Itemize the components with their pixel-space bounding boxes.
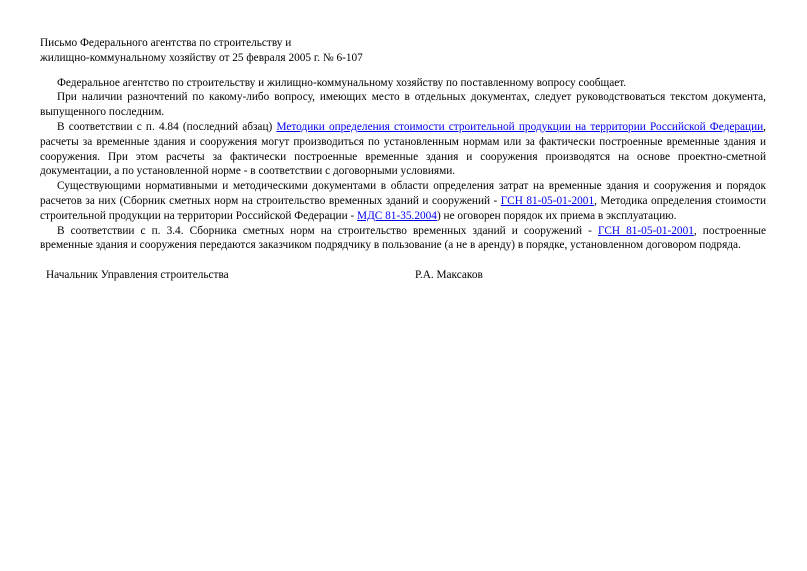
signature-name: Р.А. Максаков: [415, 269, 483, 282]
paragraph-clause-4-84: [40, 120, 766, 179]
paragraph-clause-4-84-text-start: В соответствии с п. 4.84 (последний абзац): [57, 120, 277, 133]
paragraph-clause-4-84-text-end: , расчеты за временные здания и сооружения могут производиться по установленным нормам или за фактически построенные временные здания и сооружения. При этом расчеты за фактически построенные временные здания и сооружения производятся на основе проектно-сметной документации, а по установленной норме - в соответствии с договорными условиями.: [40, 120, 766, 178]
paragraph-discrepancies: При наличии разночтений по какому-либо вопросу, имеющих место в отдельных документах, следует руководствоваться текстом документа, выпущенного последним.: [40, 91, 766, 119]
paragraph-intro: Федеральное агентство по строительству и жилищно-коммунальному хозяйству по поставленному вопросу сообщает.: [57, 76, 627, 89]
paragraph-existing-documents-text-end: ) не оговорен порядок их приема в эксплуатацию.: [436, 209, 677, 222]
mds-81-35-2004-link[interactable]: МДС 81-35.2004: [357, 209, 437, 222]
document-title-line-1: Письмо Федерального агентства по строительству и: [40, 37, 292, 49]
paragraph-clause-3-4-text-end: , построенные временные здания и сооружения передаются заказчиком подрядчику в пользование (а не в аренду) в порядке, установленном договором подряда.: [40, 224, 767, 252]
signature-block: [40, 268, 766, 284]
document-title: [40, 36, 766, 66]
paragraph-existing-documents: [40, 179, 766, 223]
paragraph-existing-documents-text-start: Существующими нормативными и методическими документами в области определения затрат на временные здания и сооружения и порядок расчетов за них (Сборник сметных норм на строительство временных зданий и сооружений -: [40, 180, 766, 207]
paragraph-clause-3-4-text-start: В соответствии с п. 3.4. Сборника сметных норм на строительство временных зданий и сооружений -: [57, 224, 598, 237]
document-page: [40, 36, 766, 284]
document-title-line-2: жилищно-коммунальному хозяйству от 25 февраля 2005 г. № 6-107: [40, 51, 363, 64]
gsn-81-05-01-2001-link[interactable]: ГСН 81-05-01-2001: [500, 194, 595, 207]
methodology-link[interactable]: Методики определения стоимости строительной продукции на территории Российской Федерации: [276, 120, 764, 133]
paragraph-clause-3-4: [40, 224, 766, 254]
signature-role: Начальник Управления строительства: [46, 269, 229, 282]
gsn-81-05-01-2001-link-2[interactable]: ГСН 81-05-01-2001: [597, 224, 694, 237]
paragraph-existing-documents-text-middle: , Методика определения стоимости строительной продукции на территории Российской Федерации -: [40, 194, 766, 222]
